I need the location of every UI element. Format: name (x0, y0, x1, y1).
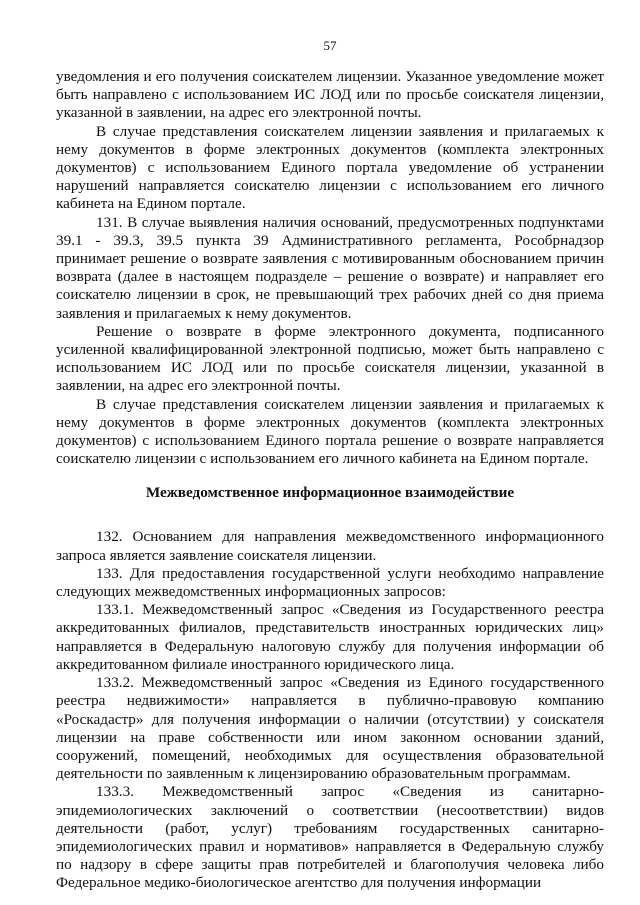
paragraph-electronic-notice: В случае представления соискателем лицензии заявления и прилагаемых к нему документов в форме электронных документов (комплекта электронных документов) с использованием Единого портала уведомление об устранении нарушений направляется соискателю лицензии с использованием его личного кабинета на Едином портале. (56, 122, 604, 213)
paragraph-133: 133. Для предоставления государственной услуги необходимо направление следующих межведомственных информационных запросов: (56, 564, 604, 601)
paragraph-return-portal: В случае представления соискателем лицензии заявления и прилагаемых к нему документов в форме электронных документов (комплекта электронных документов) с использованием Единого портала решение о возврате направляется соискателю лицензии с использованием его личного кабинета на Едином портале. (56, 395, 604, 468)
page-number: 57 (323, 38, 337, 53)
paragraph-return-decision: Решение о возврате в форме электронного документа, подписанного усиленной квалифицированной электронной подписью, может быть направлено с использованием ИС ЛОД или по просьбе соискателя лицензии, указанной в заявлении, на адрес его электронной почты. (56, 322, 604, 395)
document-page (56, 38, 604, 893)
section-heading: Межведомственное информационное взаимодействие (145, 484, 515, 502)
paragraph-132: 132. Основанием для направления межведомственного информационного запроса является заявление соискателя лицензии. (56, 528, 604, 564)
paragraph-133-2: 133.2. Межведомственный запрос «Сведения из Единого государственного реестра недвижимости» направляется в публично-правовую компанию «Роскадастр» для получения информации о наличии (отсутствии) у соискателя лицензии на праве собственности или ином законном основании зданий, сооружений, помещений, необходимых для осуществления образовательной деятельности по заявленным к лицензированию образовательным программам. (56, 674, 604, 783)
paragraph-131: 131. В случае выявления наличия оснований, предусмотренных подпунктами 39.1 - 39.3, 39.5 пункта 39 Административного регламента, Рособрнадзор принимает решение о возврате заявления с мотивированным обоснованием причин возврата (далее в настоящем подразделе – решение о возврате) и направляет его соискателю лицензии в срок, не превышающий трех рабочих дней со дня приема заявления и прилагаемых к нему документов. (56, 213, 604, 322)
paragraph-133-1: 133.1. Межведомственный запрос «Сведения из Государственного реестра аккредитованных филиалов, представительств иностранных юридических лиц» направляется в Федеральную налоговую службу для получения информации об аккредитованном филиале иностранного юридического лица. (56, 601, 604, 673)
paragraph-133-3: 133.3. Межведомственный запрос «Сведения из санитарно-эпидемиологических заключений о соответствии (несоответствии) видов деятельности (работ, услуг) требованиям государственных санитарно-эпидемиологических правил и нормативов» направляется в Федеральную службу по надзору в сфере защиты прав потребителей и благополучия человека либо Федеральное медико-биологическое агентство для получения информации (56, 783, 604, 892)
paragraph-continuation: уведомления и его получения соискателем лицензии. Указанное уведомление может быть направлено с использованием ИС ЛОД или по просьбе соискателя лицензии, указанной в заявлении, на адрес его электронной почты. (56, 68, 604, 122)
